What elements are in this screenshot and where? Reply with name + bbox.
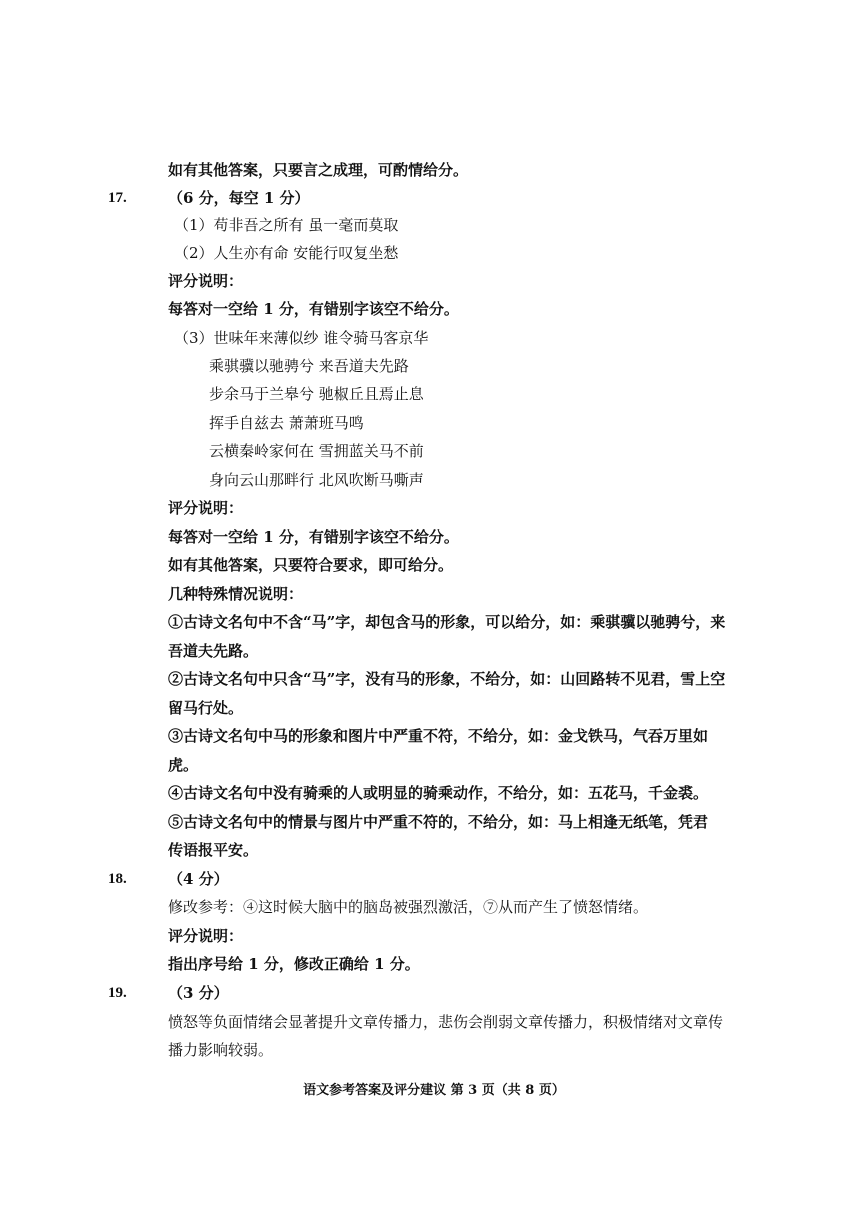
question-number-19: 19. [108, 985, 127, 1001]
question-number-18: 18. [108, 871, 127, 887]
special-case-2-cont: 留马行处。 [168, 699, 244, 717]
answer-note: 如有其他答案，只要言之成理，可酌情给分。 [168, 161, 469, 179]
special-cases-label: 几种特殊情况说明： [168, 585, 304, 603]
question-18-header: （4 分） [168, 870, 229, 888]
answer-17-1: （1）苟非吾之所有 虽一毫而莫取 [174, 216, 399, 234]
special-case-5-cont: 传语报平安。 [168, 841, 259, 859]
special-case-1-cont: 吾道夫先路。 [168, 642, 259, 660]
scoring-note: 指出序号给 1 分，修改正确给 1 分。 [168, 955, 420, 973]
question-19-header: （3 分） [168, 984, 229, 1002]
scoring-note: 如有其他答案，只要符合要求，即可给分。 [168, 556, 454, 574]
answer-18: 修改参考：④这时候大脑中的脑岛被强烈激活，⑦从而产生了愤怒情绪。 [168, 898, 649, 916]
scoring-note: 每答对一空给 1 分，有错别字该空不给分。 [168, 300, 459, 318]
special-case-3: ③古诗文名句中马的形象和图片中严重不符，不给分，如：金戈铁马，气吞万里如 [168, 727, 709, 745]
answer-17-3-line-1: （3）世味年来薄似纱 谁令骑马客京华 [174, 329, 429, 347]
question-number-17: 17. [108, 190, 127, 206]
scoring-note: 每答对一空给 1 分，有错别字该空不给分。 [168, 528, 459, 546]
special-case-1: ①古诗文名句中不含“马”字，却包含马的形象，可以给分，如：乘骐骥以驰骋兮，来 [168, 613, 726, 631]
special-case-4: ④古诗文名句中没有骑乘的人或明显的骑乘动作，不给分，如：五花马，千金裘。 [168, 784, 709, 802]
scoring-label: 评分说明： [168, 927, 244, 945]
scoring-label: 评分说明： [168, 272, 244, 290]
page-footer: 语文参考答案及评分建议 第 3 页（共 8 页） [303, 1083, 565, 1098]
scoring-label: 评分说明： [168, 499, 244, 517]
answer-17-3-line-5: 云横秦岭家何在 雪拥蓝关马不前 [209, 442, 424, 460]
answer-17-2: （2）人生亦有命 安能行叹复坐愁 [174, 244, 399, 262]
answer-17-3-line-3: 步余马于兰皋兮 驰椒丘且焉止息 [209, 385, 424, 403]
special-case-2: ②古诗文名句中只含“马”字，没有马的形象，不给分，如：山回路转不见君，雪上空 [168, 670, 726, 688]
answer-17-3-line-2: 乘骐骥以驰骋兮 来吾道夫先路 [209, 357, 409, 375]
special-case-3-cont: 虎。 [168, 756, 199, 774]
answer-17-3-line-6: 身向云山那畔行 北风吹断马嘶声 [209, 471, 424, 489]
answer-17-3-line-4: 挥手自兹去 萧萧班马鸣 [209, 414, 364, 432]
special-case-5: ⑤古诗文名句中的情景与图片中严重不符的，不给分，如：马上相逢无纸笔，凭君 [168, 813, 709, 831]
question-17-header: （6 分，每空 1 分） [168, 189, 310, 207]
answer-19-cont: 播力影响较弱。 [168, 1041, 274, 1059]
answer-19: 愤怒等负面情绪会显著提升文章传播力，悲伤会削弱文章传播力，积极情绪对文章传 [168, 1013, 724, 1031]
